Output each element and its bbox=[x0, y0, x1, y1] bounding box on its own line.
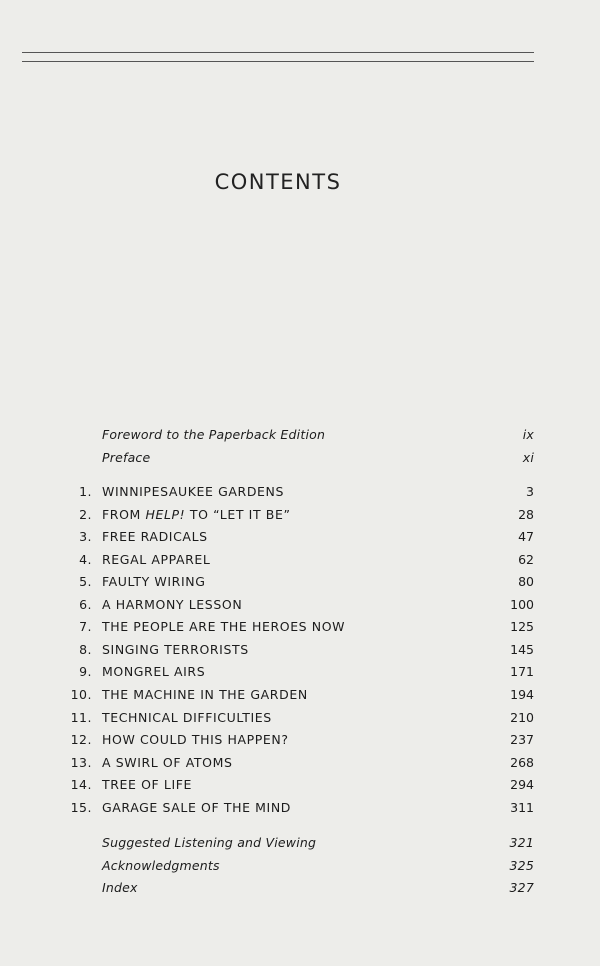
toc-row-chapter-13 bbox=[0, 755, 600, 775]
toc-page-number: 62 bbox=[518, 552, 534, 567]
toc-page-number: 321 bbox=[509, 835, 534, 850]
chapter-title-part: TO “LET IT BE” bbox=[185, 507, 291, 522]
chapter-number: 9. bbox=[79, 664, 92, 679]
chapter-number: 14. bbox=[70, 777, 92, 792]
toc-entry-label: Acknowledgments bbox=[102, 858, 220, 873]
chapter-number: 10. bbox=[70, 687, 92, 702]
header-rule-top bbox=[22, 52, 534, 53]
toc-page-number: 210 bbox=[510, 710, 534, 725]
chapter-title: THE MACHINE IN THE GARDEN bbox=[102, 687, 308, 702]
toc-row-chapter-8 bbox=[0, 642, 600, 662]
chapter-title: REGAL APPAREL bbox=[102, 552, 211, 567]
toc-page-number: 311 bbox=[510, 800, 534, 815]
toc-page-number: 125 bbox=[510, 619, 534, 634]
toc-entry-label: Preface bbox=[102, 450, 151, 465]
chapter-number: 1. bbox=[79, 484, 92, 499]
chapter-number: 3. bbox=[79, 529, 92, 544]
chapter-title: FAULTY WIRING bbox=[102, 574, 206, 589]
toc-entry-label: Index bbox=[102, 880, 138, 895]
toc-row-chapter-3 bbox=[0, 529, 600, 549]
toc-page-number: xi bbox=[522, 450, 534, 465]
toc-page-number: 268 bbox=[510, 755, 534, 770]
toc-row-chapter-4 bbox=[0, 552, 600, 572]
chapter-title: WINNIPESAUKEE GARDENS bbox=[102, 484, 285, 499]
chapter-number: 6. bbox=[79, 597, 92, 612]
chapter-title: A SWIRL OF ATOMS bbox=[102, 755, 233, 770]
toc-row-chapter-11 bbox=[0, 710, 600, 730]
chapter-number: 11. bbox=[70, 710, 92, 725]
chapter-title: TECHNICAL DIFFICULTIES bbox=[102, 710, 272, 725]
toc-page-number: ix bbox=[522, 427, 534, 442]
toc-entry-label: Suggested Listening and Viewing bbox=[102, 835, 317, 850]
toc-page-number: 47 bbox=[518, 529, 534, 544]
chapter-title: A HARMONY LESSON bbox=[102, 597, 243, 612]
contents-title: CONTENTS bbox=[214, 170, 342, 194]
chapter-number: 4. bbox=[79, 552, 92, 567]
chapter-title: SINGING TERRORISTS bbox=[102, 642, 249, 657]
toc-row-chapter-12 bbox=[0, 732, 600, 752]
toc-page-number: 145 bbox=[510, 642, 534, 657]
toc-page-number: 3 bbox=[526, 484, 534, 499]
toc-page-number: 294 bbox=[510, 777, 534, 792]
chapter-number: 12. bbox=[70, 732, 92, 747]
toc-page-number: 171 bbox=[510, 664, 534, 679]
chapter-number: 2. bbox=[79, 507, 92, 522]
toc-row-back-suggested bbox=[0, 835, 600, 855]
chapter-number: 7. bbox=[79, 619, 92, 634]
chapter-title: HOW COULD THIS HAPPEN? bbox=[102, 732, 289, 747]
toc-entry-label: Foreword to the Paperback Edition bbox=[102, 427, 326, 442]
toc-row-chapter-6 bbox=[0, 597, 600, 617]
toc-row-back-index bbox=[0, 880, 600, 900]
chapter-number: 15. bbox=[70, 800, 92, 815]
toc-row-chapter-2 bbox=[0, 507, 600, 527]
chapter-title: TREE OF LIFE bbox=[102, 777, 193, 792]
chapter-title: GARAGE SALE OF THE MIND bbox=[102, 800, 292, 815]
toc-row-chapter-7 bbox=[0, 619, 600, 639]
toc-row-front-foreword bbox=[0, 427, 600, 447]
chapter-number: 13. bbox=[70, 755, 92, 770]
chapter-number: 5. bbox=[79, 574, 92, 589]
chapter-number: 8. bbox=[79, 642, 92, 657]
chapter-title-italic-part: HELP! bbox=[145, 507, 186, 522]
toc-row-chapter-9 bbox=[0, 664, 600, 684]
toc-page-number: 28 bbox=[518, 507, 534, 522]
toc-page-number: 325 bbox=[509, 858, 534, 873]
toc-page-number: 327 bbox=[509, 880, 534, 895]
toc-page-number: 100 bbox=[510, 597, 534, 612]
chapter-title: THE PEOPLE ARE THE HEROES NOW bbox=[102, 619, 346, 634]
chapter-title bbox=[102, 507, 291, 522]
toc-page-number: 194 bbox=[510, 687, 534, 702]
toc-page-number: 237 bbox=[510, 732, 534, 747]
toc-row-back-acknowledgments bbox=[0, 858, 600, 878]
toc-row-chapter-1 bbox=[0, 484, 600, 504]
chapter-title: FREE RADICALS bbox=[102, 529, 208, 544]
chapter-title: MONGREL AIRS bbox=[102, 664, 206, 679]
toc-row-front-preface bbox=[0, 450, 600, 470]
header-rule-bottom bbox=[22, 61, 534, 62]
toc-row-chapter-10 bbox=[0, 687, 600, 707]
chapter-title-part: FROM bbox=[102, 507, 146, 522]
toc-page-number: 80 bbox=[518, 574, 534, 589]
toc-row-chapter-15 bbox=[0, 800, 600, 820]
toc-row-chapter-5 bbox=[0, 574, 600, 594]
toc-row-chapter-14 bbox=[0, 777, 600, 797]
